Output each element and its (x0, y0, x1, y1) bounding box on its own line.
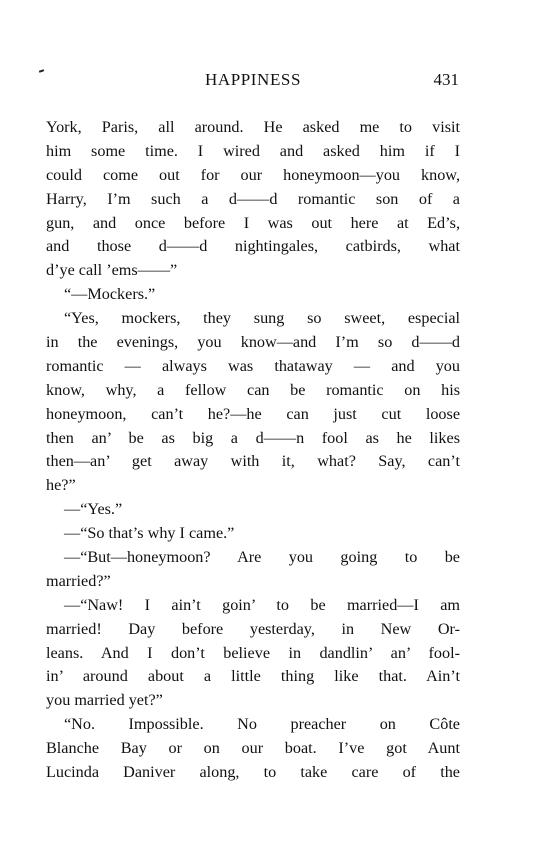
text-line: and those d——d nightingales, catbirds, what (46, 237, 460, 256)
text-line: —“But—honeymoon? Are you going to be (64, 548, 460, 567)
text-line: —“Naw! I ain’t goin’ to be married—I am (64, 595, 460, 614)
running-head (46, 70, 460, 92)
text-line: him some time. I wired and asked him if I (46, 141, 460, 160)
text-line: honeymoon, can’t he?—he can just cut loose (46, 404, 460, 423)
text-line: Lucinda Daniver along, to take care of the (46, 763, 460, 782)
text-line: married! Day before yesterday, in New Or- (46, 619, 460, 638)
text-line: he?” (46, 476, 76, 495)
body-text (46, 116, 460, 785)
text-line: then—an’ get away with it, what? Say, can’t (46, 452, 460, 471)
text-line: d’ye call ’ems——” (46, 261, 178, 280)
text-line: know, why, a fellow can be romantic on his (46, 380, 460, 399)
page-number: 431 (433, 70, 459, 89)
text-line: could come out for our honeymoon—you know, (46, 165, 460, 184)
text-line: “No. Impossible. No preacher on Côte (64, 715, 460, 734)
text-line: leans. And I don’t believe in dandlin’ an’ fool- (46, 643, 460, 662)
print-speck (39, 69, 44, 73)
running-title: HAPPINESS (204, 70, 302, 89)
text-line: Blanche Bay or on our boat. I’ve got Aunt (46, 739, 460, 758)
text-line: gun, and once before I was out here at Ed’s, (46, 213, 460, 232)
text-line: romantic — always was thataway — and you (46, 356, 460, 375)
text-line: York, Paris, all around. He asked me to visit (46, 118, 460, 136)
text-line: —“So that’s why I came.” (64, 524, 235, 543)
text-line: in the evenings, you know—and I’m so d——d (46, 333, 460, 352)
text-line: “—Mockers.” (64, 285, 156, 304)
text-line: in’ around about a little thing like that. Ain’t (46, 667, 460, 686)
text-line: “Yes, mockers, they sung so sweet, especial (64, 309, 460, 328)
text-line: you married yet?” (46, 691, 163, 710)
text-line: married?” (46, 571, 111, 590)
text-line: Harry, I’m such a d——d romantic son of a (46, 189, 460, 208)
text-line: then an’ be as big a d——n fool as he likes (46, 428, 460, 447)
text-line: —“Yes.” (64, 500, 123, 519)
